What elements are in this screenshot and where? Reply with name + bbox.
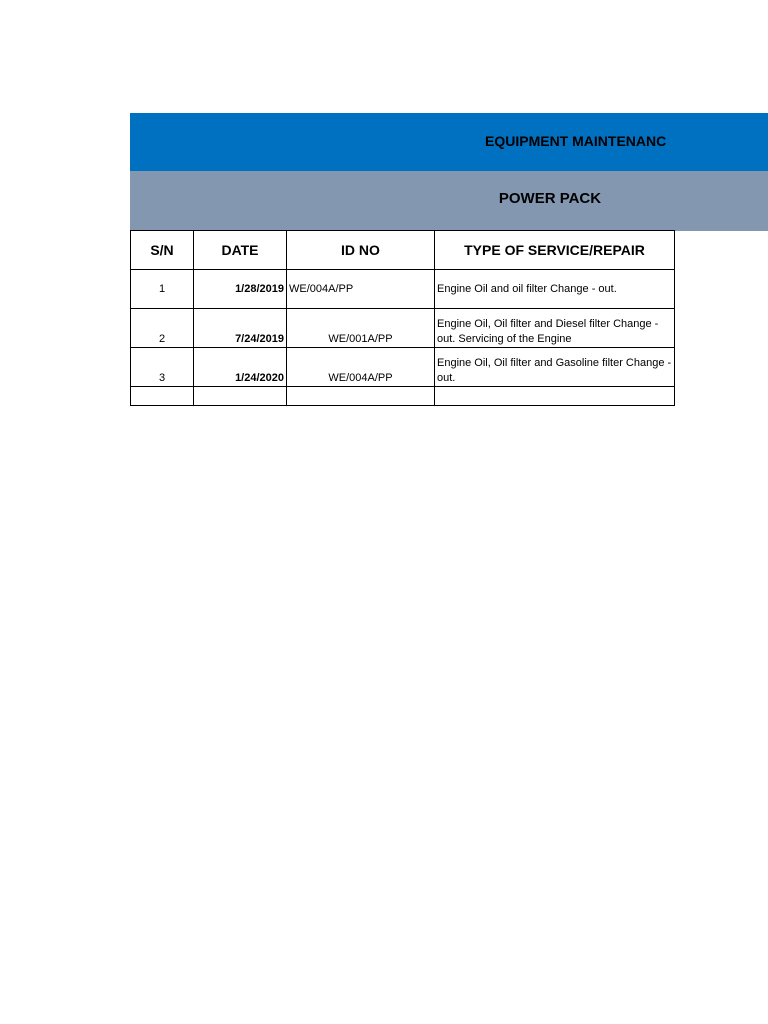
cell-id-no[interactable]: WE/004A/PP bbox=[287, 348, 435, 387]
cell-id-no[interactable]: WE/004A/PP bbox=[287, 270, 435, 309]
cell-empty[interactable] bbox=[131, 387, 194, 406]
cell-sn[interactable]: 3 bbox=[131, 348, 194, 387]
cell-sn[interactable]: 2 bbox=[131, 309, 194, 348]
maintenance-table bbox=[130, 230, 675, 406]
cell-empty[interactable] bbox=[435, 387, 675, 406]
sheet-title: EQUIPMENT MAINTENANC bbox=[485, 133, 667, 149]
cell-empty[interactable] bbox=[287, 387, 435, 406]
cell-date[interactable]: 7/24/2019 bbox=[194, 309, 287, 348]
column-header-id-no: ID NO bbox=[287, 231, 435, 270]
table-row bbox=[131, 309, 675, 348]
table-header-row bbox=[131, 231, 675, 270]
cell-date[interactable]: 1/24/2020 bbox=[194, 348, 287, 387]
cell-service[interactable]: Engine Oil, Oil filter and Gasoline filter Change - out. bbox=[435, 348, 675, 387]
subtitle-band bbox=[130, 171, 768, 231]
table-row-empty bbox=[131, 387, 675, 406]
table-row bbox=[131, 270, 675, 309]
table-row bbox=[131, 348, 675, 387]
column-header-sn: S/N bbox=[131, 231, 194, 270]
cell-service[interactable]: Engine Oil and oil filter Change - out. bbox=[435, 270, 675, 309]
column-header-service: TYPE OF SERVICE/REPAIR bbox=[435, 231, 675, 270]
cell-empty[interactable] bbox=[194, 387, 287, 406]
column-header-date: DATE bbox=[194, 231, 287, 270]
cell-service[interactable]: Engine Oil, Oil filter and Diesel filter Change - out. Servicing of the Engine bbox=[435, 309, 675, 348]
sheet-subtitle: POWER PACK bbox=[498, 190, 602, 207]
cell-date[interactable]: 1/28/2019 bbox=[194, 270, 287, 309]
title-band bbox=[130, 113, 768, 171]
cell-sn[interactable]: 1 bbox=[131, 270, 194, 309]
cell-id-no[interactable]: WE/001A/PP bbox=[287, 309, 435, 348]
